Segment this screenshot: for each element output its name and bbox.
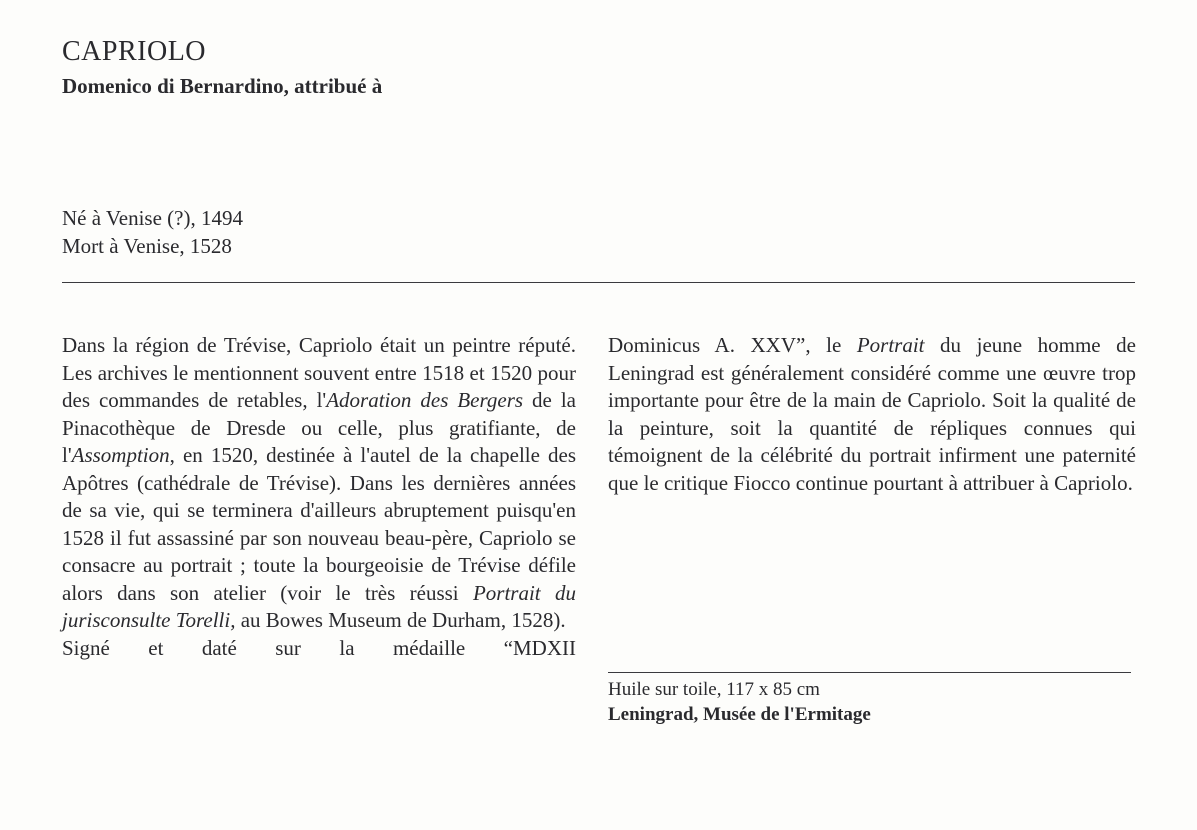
artist-full-name: Domenico di Bernardino, attribué à — [62, 74, 383, 98]
artwork-medium: Huile sur toile, 117 x 85 cm — [608, 679, 820, 700]
paragraph-attribution — [608, 332, 1136, 497]
text-run: Dans la région de Trévise, Capriolo était un peintre réputé. Les archives le mentionnent souvent entre 1518 et 1520 pour des commandes de retables, l' — [62, 333, 576, 412]
text-run: , en 1520, destinée à l'autel de la chapelle des Apôtres (cathédrale de Trévise). Dans les dernières années de sa vie, qui se terminera d'ailleurs abruptement puisqu'en 1528 il fut assassiné par son nouveau beau-père, Capriolo se consacre au portrait ; toute la bourgeoisie de Trévise défile alors dans son atelier (voir le très réussi — [62, 443, 576, 605]
birth-line: Né à Venise (?), 1494 — [62, 206, 243, 230]
text-run: du jeune homme de Leningrad est généralement considéré comme une œuvre trop importante pour être de la main de Capriolo. Soit la qualité de la peinture, soit la quantité de répliques connues qui témoignent de la célébrité du portrait infirment une paternité que le critique Fiocco continue pourtant à attribuer à Capriolo. — [608, 333, 1136, 495]
artwork-location: Leningrad, Musée de l'Ermitage — [608, 704, 871, 725]
artwork-title-portrait: Portrait — [856, 333, 925, 357]
text-run: de la Pinacothèque de Dresde ou celle, plus gratifiante, de l' — [62, 388, 576, 467]
header-divider — [62, 282, 1135, 283]
artwork-title-torelli: Portrait du jurisconsulte Torelli, — [62, 580, 576, 632]
artist-title: CAPRIOLO — [62, 36, 207, 67]
text-run: au Bowes Museum de Durham, 1528). — [235, 608, 566, 632]
paragraph-signature: Signé et daté sur la médaille “MDXII — [62, 635, 576, 660]
text-run: Dominicus A. XXV”, le — [608, 333, 857, 357]
artist-bio — [62, 204, 243, 260]
caption-divider — [608, 672, 1131, 673]
artwork-title-assomption: Assomption — [71, 443, 170, 467]
text-column-right — [608, 332, 1136, 497]
death-line: Mort à Venise, 1528 — [62, 234, 232, 258]
paragraph-biography — [62, 332, 576, 635]
text-column-left — [62, 332, 576, 662]
artwork-title-adoration: Adoration des Bergers — [326, 388, 524, 412]
